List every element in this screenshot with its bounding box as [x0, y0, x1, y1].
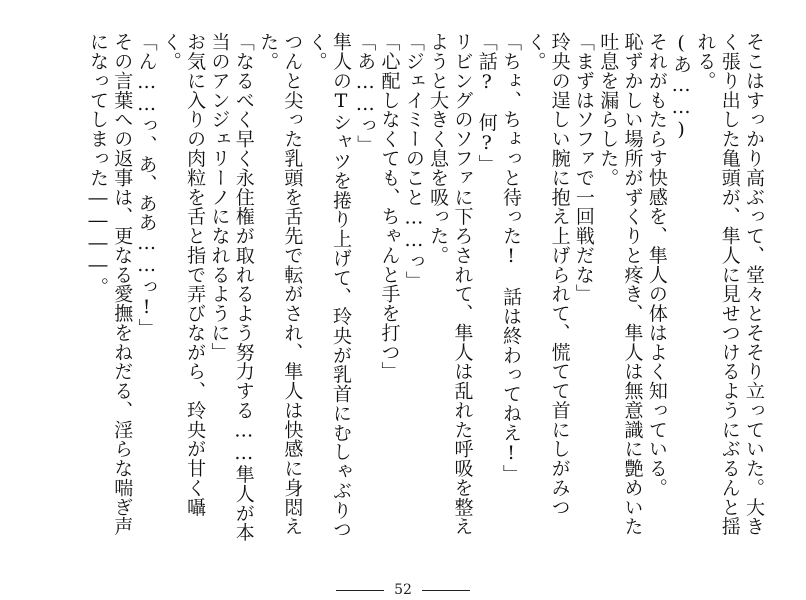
paragraph: 恥ずかしい場所がずくりと疼き、隼人は無意識に艶めいた吐息を漏らした。: [597, 32, 644, 536]
dialogue-line: 「話? 何?」: [475, 32, 498, 174]
footer-rule-left: [336, 590, 384, 591]
dialogue-line: 「ん……っ、あ、ああ……っ!」: [135, 32, 158, 338]
paragraph: 隼人のTシャツを捲り上げて、玲央が乳首にむしゃぶりつく。: [305, 32, 352, 539]
paragraph: その言葉への返事は、更なる愛撫をねだる、淫らな喘ぎ声になってしまった――――。: [86, 32, 134, 536]
paragraph: つんと尖った乳頭を舌先で転がされ、隼人は快感に身悶えた。: [257, 32, 304, 536]
dialogue-line: 「ちょ、ちょっと待った! 話は終わってねえ!」: [500, 32, 523, 484]
dialogue-line: 「まずはソファで一回戦だな」: [572, 32, 595, 304]
dialogue-line: 「ジェイミーのこと……っ」: [402, 32, 425, 290]
footer-rule-right: [422, 590, 470, 591]
dialogue-line: 「なるべく早く永住権が取れるよう努力する……隼人が本当のアンジェリーノになれるように」: [208, 32, 255, 542]
paragraph: 玲央の逞しい腕に抱え上げられて、慌てて首にしがみつく。: [524, 32, 571, 517]
vertical-text-body: [72, 32, 766, 547]
paragraph: それがもたらす快感を、隼人の体はよく知っている。: [645, 32, 668, 498]
paragraph: そこはすっかり高ぶって、堂々とそそり立っていた。大きく張り出した亀頭が、隼人に見せつけるようにぶるんと揺れる。: [694, 32, 765, 536]
paragraph: リビングのソファに下ろされて、隼人は乱れた呼吸を整えようと大きく息を吸った。: [427, 32, 474, 536]
paragraph: (あ……): [670, 32, 693, 141]
dialogue-line: 「心配しなくても、ちゃんと手を打つ」: [378, 32, 401, 381]
page-number: 52: [394, 582, 412, 598]
paragraph: お気に入りの肉粒を舌と指で弄びながら、玲央が甘く囁く。: [159, 32, 207, 517]
page-footer: [0, 580, 806, 600]
dialogue-line: 「あ……っ」: [354, 32, 377, 155]
